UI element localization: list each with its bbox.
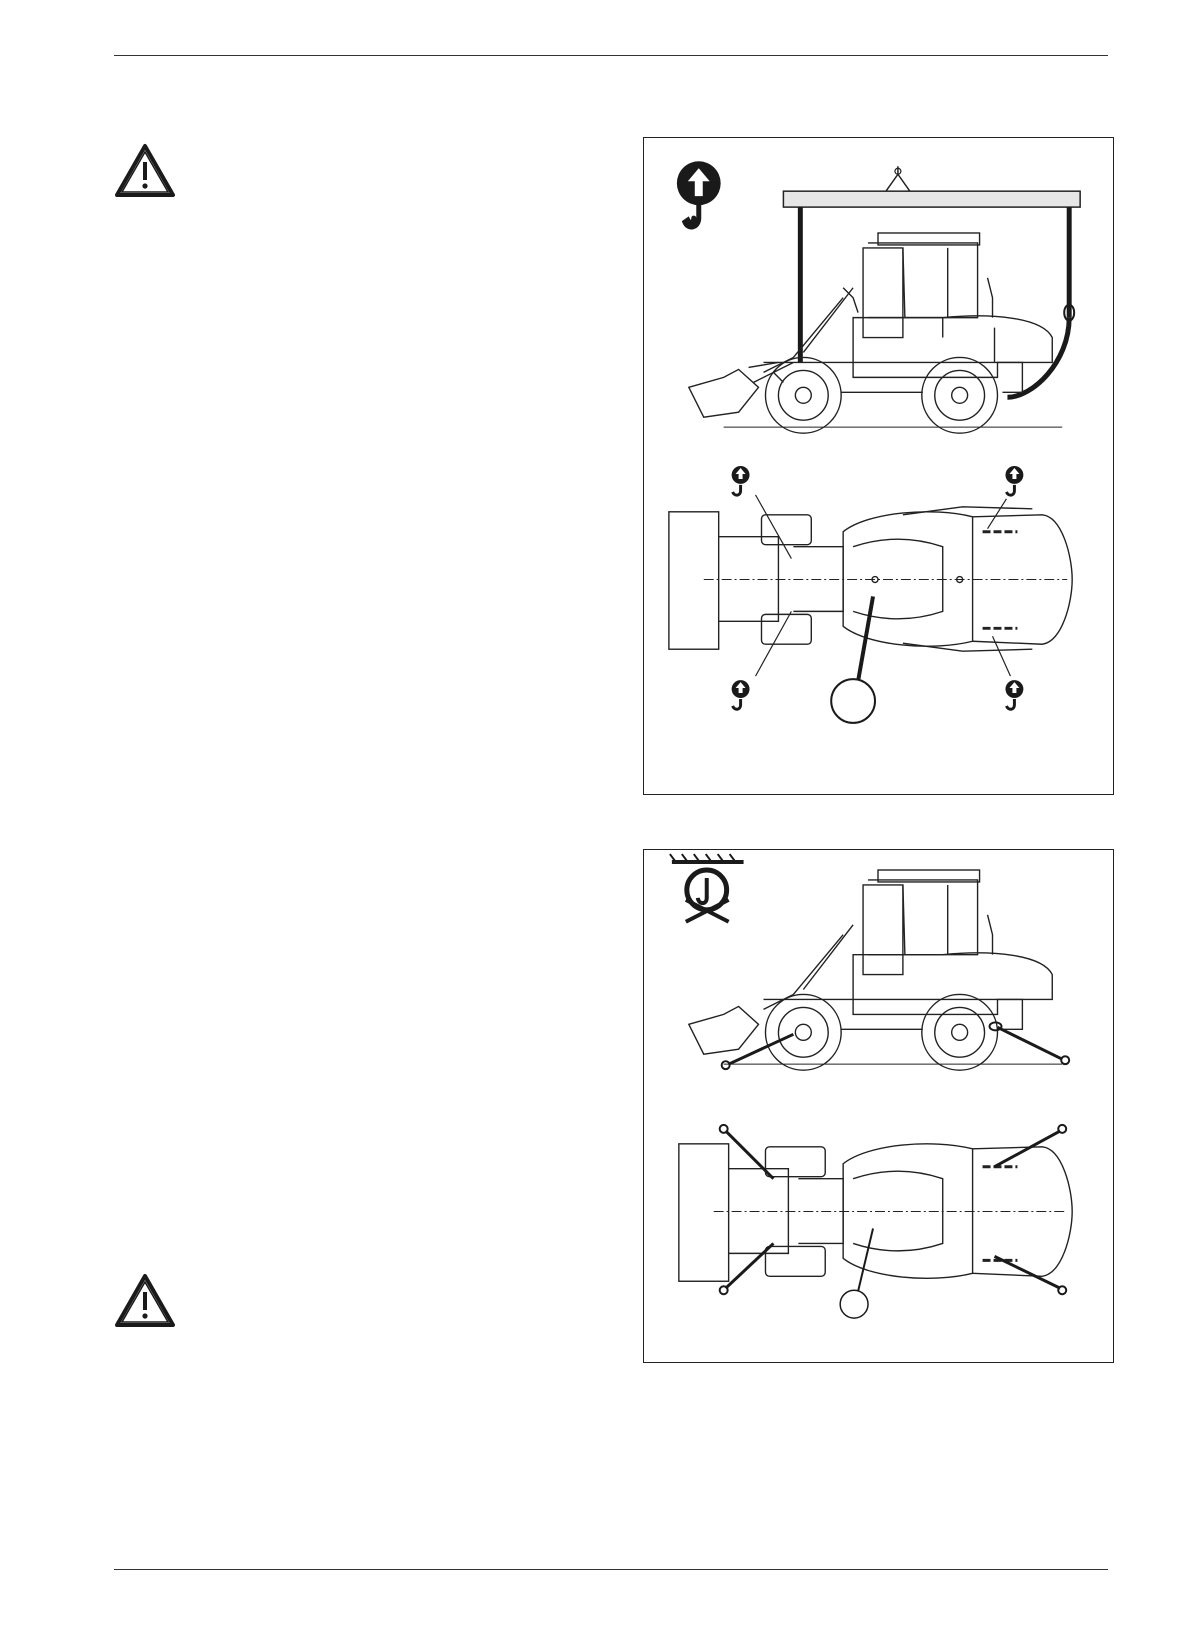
- tie-down-chains-top: [720, 1125, 1067, 1294]
- header-rule: [114, 55, 1108, 56]
- loader-top-view: [669, 507, 1072, 651]
- callout-circle: [840, 1228, 873, 1318]
- callout-circle: [831, 596, 875, 722]
- footer-rule: [114, 1569, 1108, 1570]
- lifting-point-rear-left-icon: [988, 466, 1024, 529]
- lifting-figure: [643, 137, 1114, 795]
- loader-side-view: [689, 870, 1062, 1070]
- loader-top-view: [679, 1144, 1072, 1281]
- no-lifting-crossed-hook-icon: [670, 854, 744, 922]
- lifting-hook-icon: [677, 161, 721, 227]
- loader-side-view: [689, 233, 1062, 433]
- warning-triangle-icon: [114, 1273, 176, 1329]
- tie-down-figure: [643, 849, 1114, 1363]
- lifting-diagram: [644, 138, 1113, 794]
- warning-triangle-icon: [114, 143, 176, 199]
- tie-down-diagram: [644, 850, 1113, 1362]
- lifting-point-rear-right-icon: [993, 636, 1024, 709]
